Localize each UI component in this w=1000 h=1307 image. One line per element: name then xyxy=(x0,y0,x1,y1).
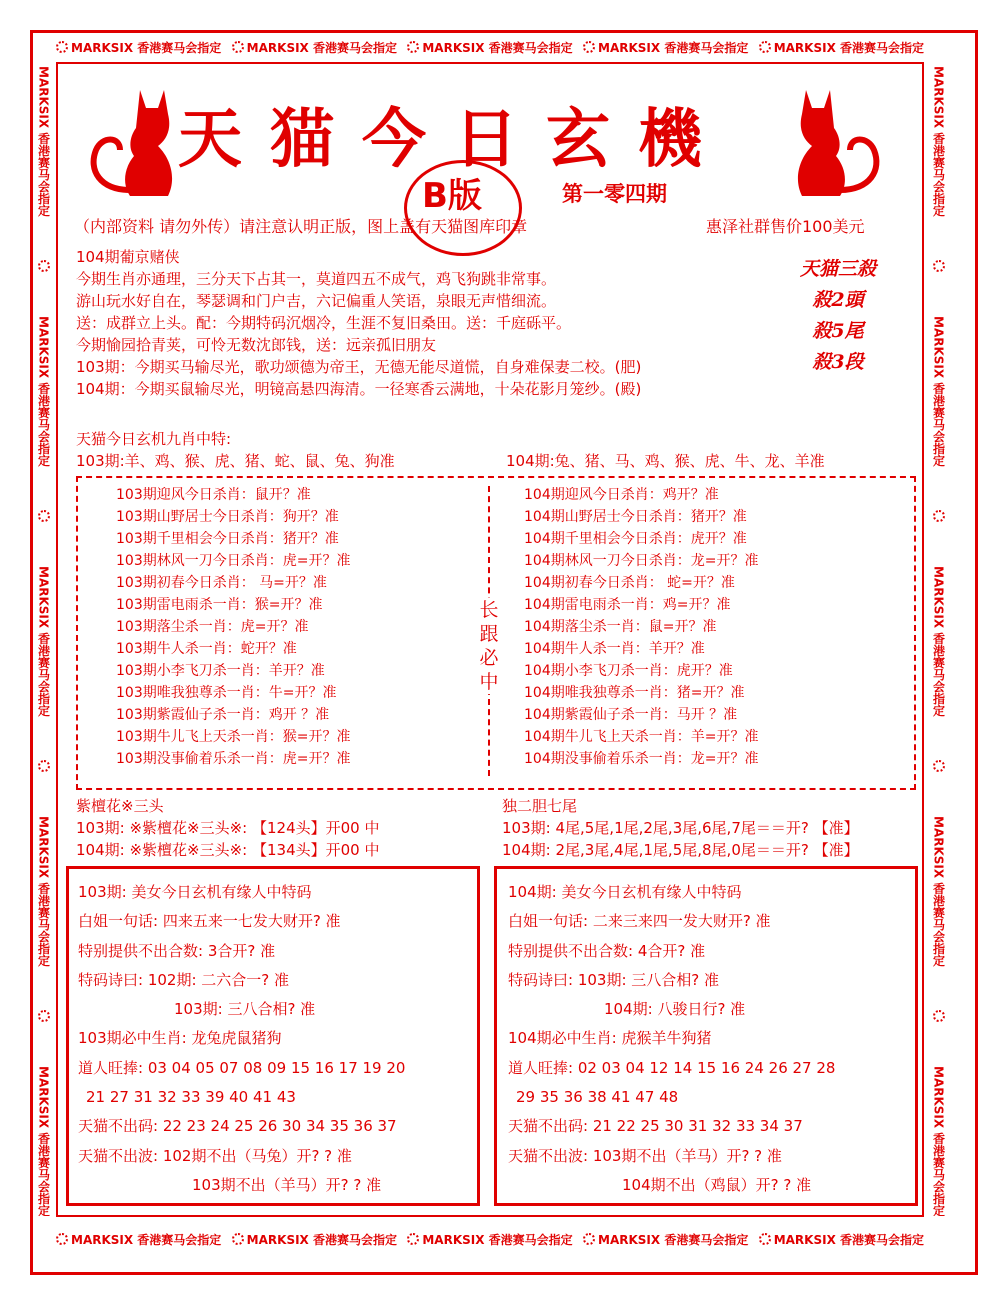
border-item: MARKSIX 香港赛马会指定 xyxy=(583,39,748,56)
nine-103: 103期:羊、鸡、猴、虎、猪、蛇、鼠、兔、狗准 xyxy=(76,452,395,470)
border-item: MARKSIX 香港赛马会指定 xyxy=(56,39,221,56)
poem-line: 103期：今期买马输尽光，歌功颂德为帝王，无德无能尽道慌，自身难保妻二校。(肥) xyxy=(76,358,642,376)
list-item: 104期落尘杀一肖：鼠=开？准 xyxy=(524,619,717,635)
flower-icon xyxy=(933,510,945,522)
box-line: 特别提供不出合数: 4合开? 准 xyxy=(508,941,706,960)
list-item: 104期唯我独尊杀一肖：猪=开？准 xyxy=(524,685,745,701)
sandal-104: 104期: ※紫檀花※三头※: 【134头】开00 中 xyxy=(76,841,380,859)
sandal-103: 103期: ※紫檀花※三头※: 【124头】开00 中 xyxy=(76,819,380,837)
list-item: 104期迎风今日杀肖：鸡开？准 xyxy=(524,487,719,503)
list-item: 104期初春今日杀肖： 蛇=开？准 xyxy=(524,575,735,591)
list-item: 104期雷电雨杀一肖：鸡=开？准 xyxy=(524,597,731,613)
box-line: 103期必中生肖: 龙兔虎鼠猪狗 xyxy=(78,1029,282,1048)
box-line: 天猫不出波: 103期不出（羊马）开? ? 准 xyxy=(508,1146,782,1165)
box-line: 特码诗曰: 102期: 二六合一? 准 xyxy=(78,970,290,989)
border-item: MARKSIX 香港赛马会指定 xyxy=(232,39,397,56)
list-item: 104期没事偷着乐杀一肖：龙=开？准 xyxy=(524,751,759,767)
left-border-band xyxy=(33,66,55,1216)
box-line: 天猫不出波: 102期不出（马兔）开? ? 准 xyxy=(78,1146,352,1165)
border-item: MARKSIX 香港赛马会指定 xyxy=(931,1065,946,1216)
left-box-content xyxy=(78,878,405,1200)
list-item: 103期小李飞刀杀一肖：羊开？准 xyxy=(116,663,325,679)
flower-icon xyxy=(583,1233,595,1245)
list-item: 104期小李飞刀杀一肖：虎开？准 xyxy=(524,663,733,679)
poem-line: 104期：今期买鼠输尽光，明镜高悬四海清。一径寒香云满地，十朵花影月笼纱。(殿) xyxy=(76,380,642,398)
list-item: 104期林风一刀今日杀肖：龙=开？准 xyxy=(524,553,759,569)
list-item: 104期山野居士今日杀肖：猪开？准 xyxy=(524,509,747,525)
border-item: MARKSIX 香港赛马会指定 xyxy=(36,565,51,717)
nine-104: 104期:兔、猪、马、鸡、猴、虎、牛、龙、羊准 xyxy=(506,452,825,470)
border-item: MARKSIX 香港赛马会指定 xyxy=(407,1231,572,1248)
sandal-heading: 紫檀花※三头 xyxy=(76,797,164,815)
list-item: 103期没事偷着乐杀一肖：虎=开？准 xyxy=(116,751,351,767)
flower-icon xyxy=(56,1233,68,1245)
nine-heading: 天猫今日玄机九肖中特: xyxy=(76,430,232,448)
cat-left-icon xyxy=(80,80,180,200)
middle-label: 长跟必中 xyxy=(479,599,499,693)
flower-icon xyxy=(759,1233,771,1245)
box-line: 白姐一句话: 四来五来一七发大财开? 准 xyxy=(78,912,341,931)
list-item: 103期雷电雨杀一肖：猴=开？准 xyxy=(116,597,323,613)
list-item: 103期千里相会今日杀肖：猪开？准 xyxy=(116,531,339,547)
box-line: 天猫不出码: 21 22 25 30 31 32 33 34 37 xyxy=(508,1117,803,1136)
flower-icon xyxy=(38,510,50,522)
border-item: MARKSIX 香港赛马会指定 xyxy=(36,815,51,967)
list-item: 103期唯我独尊杀一肖：牛=开？准 xyxy=(116,685,337,701)
border-item: MARKSIX 香港赛马会指定 xyxy=(931,565,946,717)
kill-box xyxy=(778,254,898,378)
box-line: 104期: 美女今日玄机有缘人中特码 xyxy=(508,883,742,901)
border-item: MARKSIX 香港赛马会指定 xyxy=(931,66,946,217)
flower-icon xyxy=(583,41,595,53)
tail-104: 104期: 2尾,3尾,4尾,1尾,5尾,8尾,0尾＝＝开? 【准】 xyxy=(502,841,859,859)
border-item: MARKSIX 香港赛马会指定 xyxy=(931,815,946,967)
list-item: 104期牛儿飞上天杀一肖：羊=开？准 xyxy=(524,729,759,745)
kills-104-list xyxy=(524,484,758,770)
box-line: 29 35 36 38 41 47 48 xyxy=(516,1088,679,1107)
flower-icon xyxy=(933,260,945,272)
notice-text: （内部资料 请勿外传）请注意认明正版，图上盖有天猫图库印章 xyxy=(74,217,528,236)
border-item: MARKSIX 香港赛马会指定 xyxy=(759,1231,924,1248)
border-item: MARKSIX 香港赛马会指定 xyxy=(759,39,924,56)
sandal-right-heading: 独二胆七尾 xyxy=(502,797,578,815)
box-line: 21 27 31 32 33 39 40 41 43 xyxy=(86,1088,296,1107)
kill-title: 天猫三殺 xyxy=(799,258,876,280)
kill-item: 殺2頭 xyxy=(812,289,864,311)
box-line: 104期: 八骏日行? 准 xyxy=(604,1000,746,1019)
list-item: 104期牛人杀一肖：羊开？准 xyxy=(524,641,705,657)
box-line: 道人旺捧: 02 03 04 12 14 15 16 24 26 27 28 xyxy=(508,1058,836,1077)
border-item: MARKSIX 香港赛马会指定 xyxy=(36,315,51,467)
border-item: MARKSIX 香港赛马会指定 xyxy=(931,315,946,467)
flower-icon xyxy=(38,1010,50,1022)
page-title: 天猫今日玄機 xyxy=(178,102,730,177)
box-line: 天猫不出码: 22 23 24 25 26 30 34 35 36 37 xyxy=(78,1117,397,1136)
flower-icon xyxy=(759,41,771,53)
poem-section xyxy=(76,246,641,400)
flower-icon xyxy=(232,41,244,53)
border-item: MARKSIX 香港赛马会指定 xyxy=(36,1065,51,1216)
list-item: 103期山野居士今日杀肖：狗开？准 xyxy=(116,509,339,525)
flower-icon xyxy=(407,1233,419,1245)
poem-line: 送：成群立上头。配：今期特码沉烟冷，生涯不复旧桑田。送：千庭砾平。 xyxy=(76,314,572,332)
price-text: 惠泽社群售价100美元 xyxy=(706,217,865,236)
flower-icon xyxy=(232,1233,244,1245)
poem-line: 今期生肖亦通理，三分天下占其一，莫道四五不成气，鸡飞狗跳非常事。 xyxy=(76,270,557,288)
right-border-band xyxy=(928,66,950,1216)
flower-icon xyxy=(933,1010,945,1022)
box-line: 特码诗曰: 103期: 三八合相? 准 xyxy=(508,970,720,989)
poem-line: 游山玩水好自在，琴瑟调和门户吉，六记偏重人笑语，泉眼无声惜细流。 xyxy=(76,292,557,310)
edition-label: B版 xyxy=(422,176,482,216)
flower-icon xyxy=(56,41,68,53)
flower-icon xyxy=(38,760,50,772)
border-item: MARKSIX 香港赛马会指定 xyxy=(36,66,51,217)
list-item: 103期牛儿飞上天杀一肖：猴=开？准 xyxy=(116,729,351,745)
flower-icon xyxy=(933,760,945,772)
list-item: 103期紫霞仙子杀一肖：鸡开 ？准 xyxy=(116,707,330,723)
cat-right-icon xyxy=(790,80,890,200)
list-item: 104期紫霞仙子杀一肖：马开 ？准 xyxy=(524,707,738,723)
border-item: MARKSIX 香港赛马会指定 xyxy=(407,39,572,56)
issue-label: 第一零四期 xyxy=(562,182,667,206)
border-item: MARKSIX 香港赛马会指定 xyxy=(232,1231,397,1248)
border-item: MARKSIX 香港赛马会指定 xyxy=(583,1231,748,1248)
flower-icon xyxy=(407,41,419,53)
box-line: 103期: 美女今日玄机有缘人中特码 xyxy=(78,883,312,901)
border-item: MARKSIX 香港赛马会指定 xyxy=(56,1231,221,1248)
list-item: 103期落尘杀一肖：虎=开？准 xyxy=(116,619,309,635)
box-line: 104期不出（鸡鼠）开? ? 准 xyxy=(622,1175,812,1194)
poem-line: 今期愉园拾青荚，可怜无数沈郎钱，送：远亲孤旧朋友 xyxy=(76,336,437,354)
list-item: 104期千里相会今日杀肖：虎开？准 xyxy=(524,531,747,547)
box-line: 104期必中生肖: 虎猴羊牛狗猪 xyxy=(508,1029,712,1048)
box-line: 103期不出（羊马）开? ? 准 xyxy=(192,1175,382,1194)
box-line: 103期: 三八合相? 准 xyxy=(174,1000,316,1019)
flower-icon xyxy=(38,260,50,272)
list-item: 103期迎风今日杀肖：鼠开？准 xyxy=(116,487,311,503)
list-item: 103期牛人杀一肖：蛇开？准 xyxy=(116,641,297,657)
kill-item: 殺3段 xyxy=(812,351,864,373)
bottom-border-band xyxy=(56,1226,924,1252)
box-line: 道人旺捧: 03 04 05 07 08 09 15 16 17 19 20 xyxy=(78,1058,406,1077)
poem-heading: 104期葡京赌侠 xyxy=(76,248,180,266)
tail-103: 103期: 4尾,5尾,1尾,2尾,3尾,6尾,7尾＝＝开? 【准】 xyxy=(502,819,859,837)
kills-103-list xyxy=(116,484,350,770)
kill-item: 殺5尾 xyxy=(812,320,864,342)
top-border-band xyxy=(56,34,924,60)
right-box-content xyxy=(508,878,835,1200)
box-line: 白姐一句话: 二来三来四一发大财开? 准 xyxy=(508,912,771,931)
box-line: 特别提供不出合数: 3合开? 准 xyxy=(78,941,276,960)
list-item: 103期林风一刀今日杀肖：虎=开？准 xyxy=(116,553,351,569)
list-item: 103期初春今日杀肖： 马=开？准 xyxy=(116,575,327,591)
